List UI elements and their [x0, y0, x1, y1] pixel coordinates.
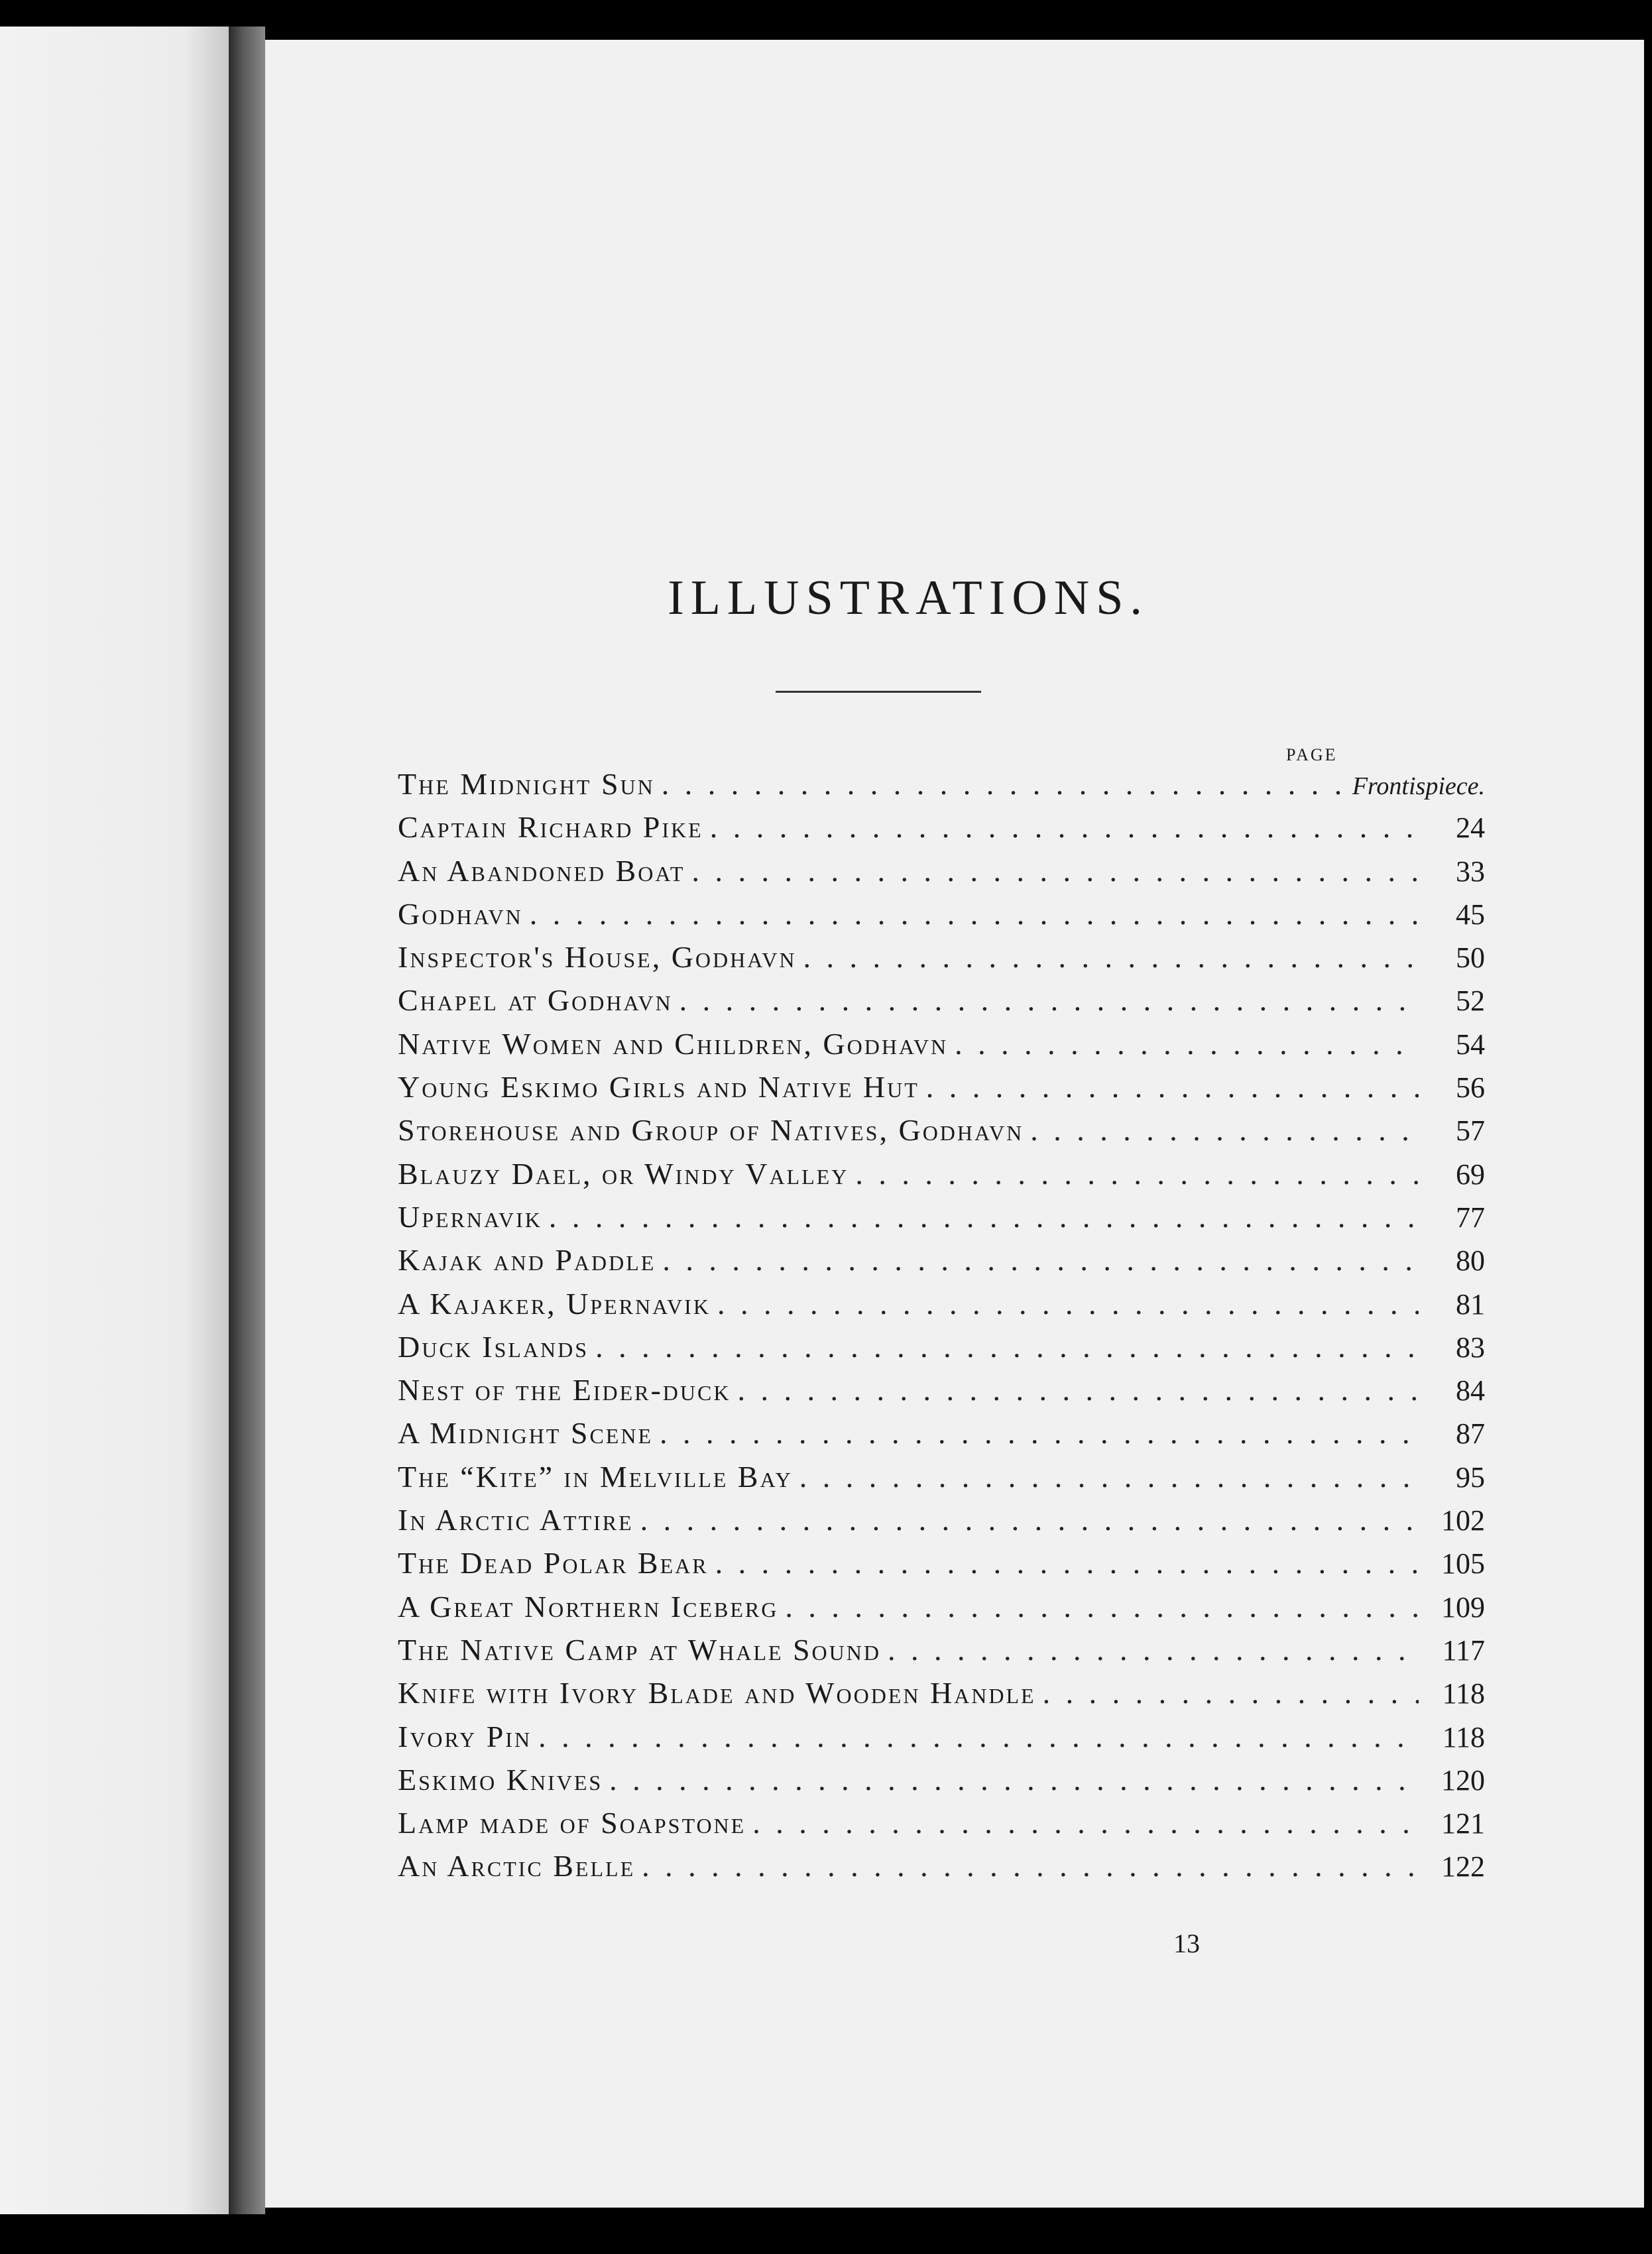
list-item [398, 1108, 1485, 1152]
dot-leader [711, 1282, 1419, 1325]
entry-page: 54 [1456, 1028, 1485, 1061]
entry-title: The Dead Polar Bear [398, 1546, 709, 1580]
dot-leader [948, 1022, 1419, 1065]
entry-page: 24 [1456, 811, 1485, 845]
entry-page: 81 [1456, 1287, 1485, 1321]
entry-title: The Midnight Sun [398, 767, 655, 801]
page-title: ILLUSTRATIONS. [668, 571, 1149, 625]
page-content [265, 40, 1644, 2208]
dot-leader [655, 762, 1352, 805]
list-item [398, 1801, 1485, 1844]
entry-title: Storehouse and Group of Natives, Godhavn [398, 1113, 1024, 1148]
dot-leader [849, 1152, 1419, 1195]
dot-leader [881, 1628, 1419, 1671]
dot-leader [542, 1195, 1419, 1238]
left-page [0, 27, 229, 2214]
list-item [398, 935, 1485, 979]
entry-page: 118 [1442, 1720, 1485, 1753]
entry-title: Duck Islands [398, 1329, 589, 1364]
entry-page: Frontispiece. [1352, 772, 1485, 800]
dot-leader [532, 1715, 1419, 1758]
entry-title: Blauzy Dael, or Windy Valley [398, 1156, 849, 1191]
list-item [398, 1065, 1485, 1108]
entry-title: A Midnight Scene [398, 1416, 654, 1451]
entry-title: Nest of the Eider-duck [398, 1373, 731, 1407]
dot-leader [635, 1844, 1419, 1887]
entry-page: 109 [1441, 1590, 1485, 1624]
dot-leader [731, 1368, 1419, 1411]
dot-leader [746, 1801, 1419, 1844]
list-item [398, 1282, 1485, 1325]
entry-page: 50 [1456, 941, 1485, 975]
list-item [398, 1671, 1485, 1714]
dot-leader [796, 935, 1419, 979]
list-item [398, 1498, 1485, 1541]
entry-title: In Arctic Attire [398, 1503, 634, 1537]
entry-page: 118 [1442, 1677, 1485, 1710]
entry-title: Godhavn [398, 896, 523, 931]
entry-title: Young Eskimo Girls and Native Hut [398, 1070, 919, 1104]
list-item [398, 1411, 1485, 1454]
list-item [398, 1325, 1485, 1368]
entry-page: 45 [1456, 898, 1485, 931]
entry-page: 57 [1456, 1114, 1485, 1148]
list-item [398, 1455, 1485, 1498]
list-item [398, 1238, 1485, 1281]
entry-title: Lamp made of Soapstone [398, 1806, 746, 1840]
entry-title: Kajak and Paddle [398, 1243, 656, 1277]
list-item [398, 1195, 1485, 1238]
entry-page: 56 [1456, 1071, 1485, 1104]
list-item [398, 1152, 1485, 1195]
entry-page: 33 [1456, 855, 1485, 888]
entry-page: 122 [1441, 1850, 1485, 1883]
dot-leader [603, 1758, 1419, 1801]
entry-page: 121 [1441, 1807, 1485, 1840]
dot-leader [523, 892, 1419, 935]
entry-title: Knife with Ivory Blade and Wooden Handle [398, 1676, 1036, 1710]
entry-page: 105 [1441, 1547, 1485, 1580]
list-item [398, 1758, 1485, 1801]
page-number: 13 [1173, 1928, 1200, 1958]
entry-title: Captain Richard Pike [398, 810, 703, 845]
dot-leader [634, 1498, 1419, 1541]
list-item [398, 1368, 1485, 1411]
illustrations-list [398, 762, 1485, 1888]
dot-leader [793, 1455, 1419, 1498]
dot-leader [703, 805, 1419, 849]
entry-title: Upernavik [398, 1199, 542, 1234]
list-item [398, 892, 1485, 935]
dot-leader [1024, 1108, 1419, 1152]
list-item [398, 979, 1485, 1022]
entry-title: The “Kite” in Melville Bay [398, 1459, 793, 1494]
dot-leader [656, 1238, 1419, 1281]
list-item [398, 1715, 1485, 1758]
entry-page: 69 [1456, 1157, 1485, 1191]
entry-title: Chapel at Godhavn [398, 983, 673, 1018]
entry-title: An Abandoned Boat [398, 853, 685, 888]
dot-leader [673, 979, 1419, 1022]
entry-page: 95 [1456, 1460, 1485, 1494]
list-item [398, 1541, 1485, 1584]
entry-page: 87 [1456, 1417, 1485, 1451]
entry-page: 84 [1456, 1374, 1485, 1407]
list-item [398, 1628, 1485, 1671]
list-item [398, 849, 1485, 892]
entry-page: 120 [1441, 1763, 1485, 1797]
entry-page: 77 [1456, 1201, 1485, 1234]
entry-title: Native Women and Children, Godhavn [398, 1026, 949, 1061]
entry-title: A Great Northern Iceberg [398, 1589, 779, 1624]
dot-leader [653, 1411, 1419, 1454]
list-item [398, 805, 1485, 849]
list-item [398, 762, 1485, 805]
list-item [398, 1022, 1485, 1065]
entry-page: 52 [1456, 984, 1485, 1018]
book-gutter [229, 27, 265, 2214]
right-page [265, 40, 1644, 2208]
dot-leader [589, 1325, 1419, 1368]
entry-title: An Arctic Belle [398, 1849, 636, 1883]
list-item [398, 1585, 1485, 1628]
entry-page: 83 [1456, 1331, 1485, 1364]
entry-title: A Kajaker, Upernavik [398, 1286, 711, 1321]
dot-leader [778, 1585, 1419, 1628]
dot-leader [709, 1541, 1419, 1584]
title-rule [776, 691, 981, 693]
dot-leader [685, 849, 1419, 892]
entry-title: Eskimo Knives [398, 1762, 603, 1797]
entry-title: Ivory Pin [398, 1719, 532, 1753]
entry-page: 80 [1456, 1244, 1485, 1277]
entry-title: The Native Camp at Whale Sound [398, 1632, 881, 1667]
entry-page: 102 [1441, 1504, 1485, 1537]
list-item [398, 1844, 1485, 1887]
dot-leader [1036, 1671, 1419, 1714]
page-column-label: PAGE [1286, 745, 1338, 764]
dot-leader [919, 1065, 1419, 1108]
entry-title: Inspector's House, Godhavn [398, 940, 797, 975]
entry-page: 117 [1442, 1633, 1485, 1667]
